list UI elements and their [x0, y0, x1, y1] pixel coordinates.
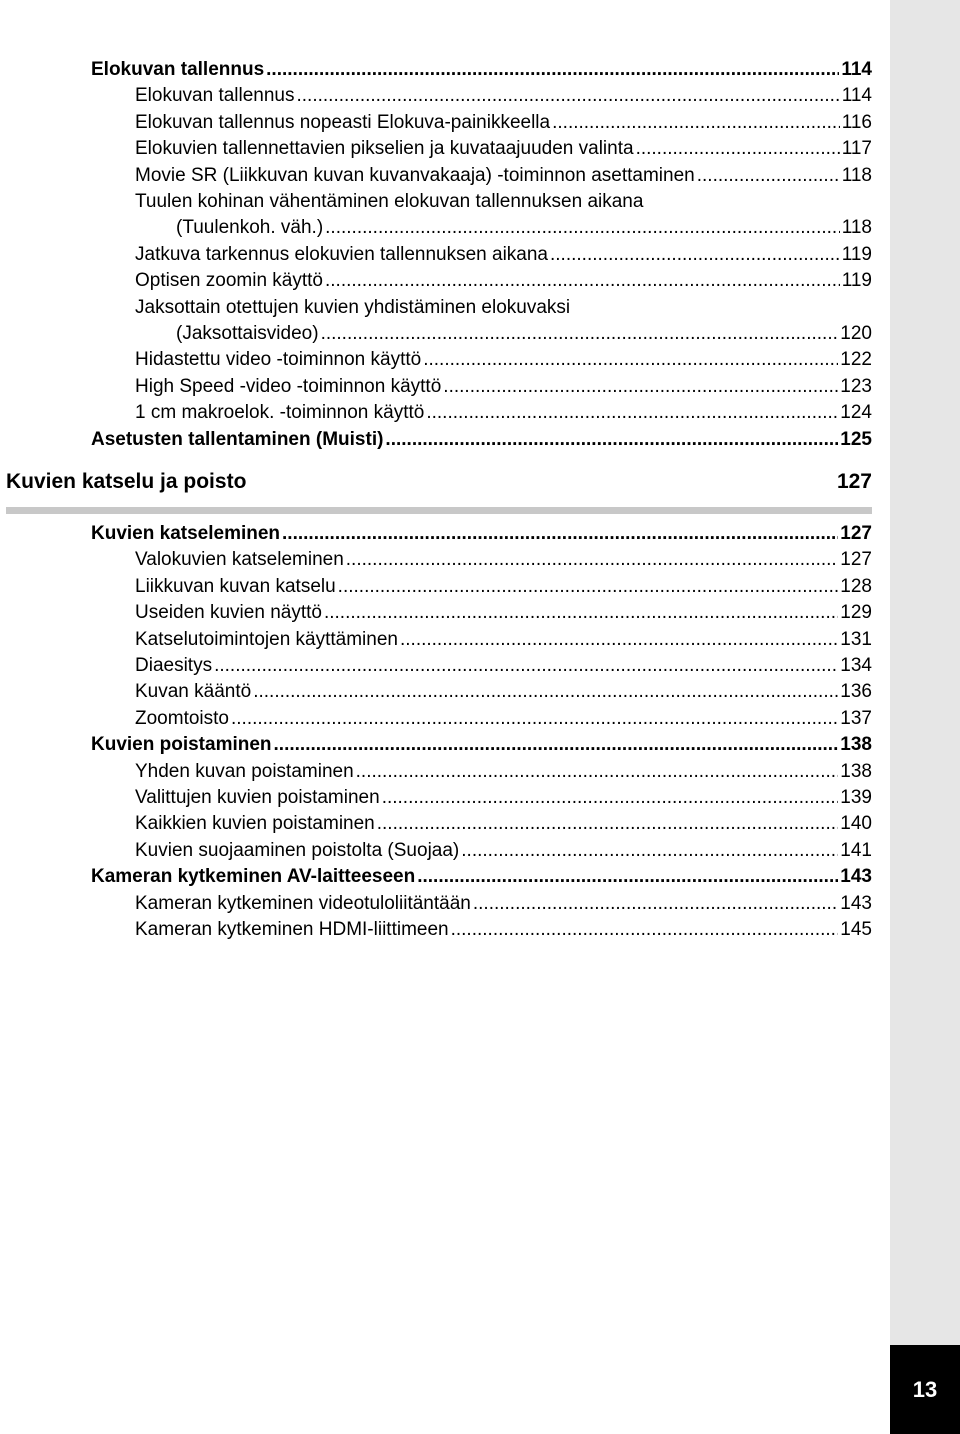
toc-leader-dots	[325, 215, 840, 241]
toc-entry[interactable]	[176, 321, 872, 347]
toc-entry-label: High Speed -video -toiminnon käyttö	[135, 375, 442, 397]
toc-entry-page: 136	[840, 681, 872, 703]
toc-entry-label: Hidastettu video -toiminnon käyttö	[135, 349, 422, 371]
toc-entry-label: Kaikkien kuvien poistaminen	[135, 813, 375, 835]
toc-leader-dots	[253, 679, 838, 705]
toc-entry[interactable]	[135, 347, 872, 373]
toc-entry-page: 117	[841, 138, 872, 160]
toc-entry-label: Useiden kuvien näyttö	[135, 602, 322, 624]
toc-entry-label: Elokuvan tallennus nopeasti Elokuva-painikkeella	[135, 111, 551, 133]
toc-leader-dots	[214, 653, 838, 679]
toc-leader-dots	[426, 400, 838, 426]
toc-leader-dots	[417, 864, 838, 890]
toc-entry-label: Zoomtoisto	[135, 707, 229, 729]
toc-chapter-entry[interactable]	[91, 57, 872, 83]
section-page: 127	[836, 470, 872, 493]
toc-entry-page: 143	[840, 866, 872, 888]
toc-entry-label: Kuvien poistaminen	[91, 734, 272, 756]
toc-entry[interactable]	[135, 600, 872, 626]
toc-entry-label: Liikkuvan kuvan katselu	[135, 575, 336, 597]
toc-entry-page: 127	[840, 523, 872, 544]
page-number: 13	[912, 1376, 938, 1402]
toc-leader-dots	[266, 57, 839, 83]
toc-leader-dots	[400, 627, 838, 653]
toc-entry[interactable]	[135, 891, 872, 917]
toc-entry-page: 124	[840, 402, 872, 424]
toc-leader-dots	[282, 521, 838, 547]
toc-entry-page: 128	[840, 575, 872, 597]
toc-entry-label: Kuvien suojaaminen poistolta (Suojaa)	[135, 839, 460, 861]
toc-leader-dots	[231, 706, 838, 732]
toc-entry-page: 114	[841, 85, 872, 107]
toc-entry-label: Kuvan kääntö	[135, 681, 252, 703]
toc-leader-dots	[297, 83, 840, 109]
toc-chapter-entry[interactable]	[91, 521, 872, 547]
toc-entry-label: Kameran kytkeminen AV-laitteeseen	[91, 866, 416, 888]
toc-entry-label: Jatkuva tarkennus elokuvien tallennuksen aikana	[135, 243, 548, 265]
toc-chapter-entry[interactable]	[91, 864, 872, 890]
toc-entry-label: Diaesitys	[135, 655, 213, 676]
toc-entry-page: 118	[841, 164, 872, 186]
toc-entry-label: Kuvien katseleminen	[91, 523, 281, 544]
toc-leader-dots	[423, 347, 838, 373]
toc-entry-label: Elokuvien tallennettavien pikselien ja kuvataajuuden valinta	[135, 138, 634, 160]
toc-entry[interactable]	[176, 215, 872, 241]
toc-leader-dots	[382, 785, 839, 811]
toc-entry-page: 134	[840, 655, 872, 676]
toc-entry-label: Movie SR (Liikkuvan kuvan kuvanvakaaja) -toiminnon asettaminen	[135, 164, 695, 186]
toc-entry[interactable]	[135, 268, 872, 294]
toc-entry[interactable]	[135, 917, 872, 943]
toc-entry[interactable]	[135, 547, 872, 573]
toc-leader-dots	[461, 838, 838, 864]
toc-entry-page: 114	[841, 59, 872, 80]
toc-leader-dots	[338, 574, 839, 600]
toc-entry-page: 118	[841, 217, 872, 239]
toc-entry-label: Yhden kuvan poistaminen	[135, 760, 354, 782]
toc-leader-dots	[697, 163, 840, 189]
toc-entry[interactable]	[135, 653, 872, 679]
toc-entry-page: 138	[840, 734, 872, 756]
toc-leader-dots	[324, 600, 838, 626]
toc-entry[interactable]	[135, 574, 872, 600]
toc-entry[interactable]	[135, 136, 872, 162]
toc-entry-label: 1 cm makroelok. -toiminnon käyttö	[135, 402, 425, 424]
sidebar-strip	[890, 0, 960, 1434]
toc-entry[interactable]	[135, 838, 872, 864]
toc-entry-label: Jaksottain otettujen kuvien yhdistäminen elokuvaksi	[135, 296, 571, 318]
toc-entry-label: Optisen zoomin käyttö	[135, 270, 323, 292]
toc-entry-label: Asetusten tallentaminen (Muisti)	[91, 428, 384, 450]
toc-chapter-entry[interactable]	[91, 427, 872, 453]
toc-entry[interactable]	[135, 163, 872, 189]
toc-entry[interactable]	[135, 242, 872, 268]
toc-entry-page: 122	[840, 349, 872, 371]
toc-entry-page: 139	[840, 787, 872, 808]
toc-entry-page: 123	[840, 375, 872, 397]
toc-entry[interactable]	[135, 759, 872, 785]
toc-entry[interactable]	[135, 110, 872, 136]
toc-entry-page: 125	[840, 428, 872, 450]
toc-leader-dots	[377, 811, 839, 837]
toc-entry-page: 140	[840, 813, 872, 835]
toc-entry-page: 127	[840, 549, 872, 571]
section-divider	[6, 507, 872, 514]
toc-entry-label: Katselutoimintojen käyttäminen	[135, 628, 398, 650]
toc-entry-page: 137	[840, 707, 872, 729]
toc-entry[interactable]	[135, 627, 872, 653]
toc-leader-dots	[550, 242, 840, 268]
toc-entry[interactable]	[135, 374, 872, 400]
toc-entry[interactable]	[135, 295, 872, 321]
toc-entry-label: Elokuvan tallennus	[135, 85, 295, 107]
toc-leader-dots	[552, 110, 840, 136]
toc-entry[interactable]	[135, 785, 872, 811]
toc-entry-page: 129	[840, 602, 872, 624]
toc-leader-dots	[443, 374, 838, 400]
toc-entry-page: 120	[840, 323, 872, 344]
toc-entry[interactable]	[135, 83, 872, 109]
toc-entry-page: 141	[840, 839, 872, 861]
toc-leader-dots	[325, 268, 840, 294]
toc-leader-dots	[321, 321, 839, 347]
toc-entry[interactable]	[135, 400, 872, 426]
page-number-box	[890, 1345, 960, 1434]
toc-entry-label: (Jaksottaisvideo)	[176, 323, 319, 344]
toc-entry-page: 143	[840, 892, 872, 914]
section-header[interactable]	[6, 468, 872, 496]
toc-entry-label: Tuulen kohinan vähentäminen elokuvan tallennuksen aikana	[135, 191, 644, 212]
toc-chapter-entry[interactable]	[91, 732, 872, 758]
toc-leader-dots	[473, 891, 838, 917]
toc-leader-dots	[346, 547, 839, 573]
toc-entry[interactable]	[135, 706, 872, 732]
toc-leader-dots	[274, 732, 839, 758]
toc-entry-label: Valittujen kuvien poistaminen	[135, 787, 380, 808]
toc-entry-label: Valokuvien katseleminen	[135, 549, 344, 571]
toc-entry-label: Kameran kytkeminen videotuloliitäntään	[135, 892, 471, 914]
toc-entry[interactable]	[135, 811, 872, 837]
toc-leader-dots	[636, 136, 840, 162]
toc-entry-page: 145	[840, 919, 872, 940]
toc-entry-label: (Tuulenkoh. väh.)	[176, 217, 324, 239]
section-title: Kuvien katselu ja poisto	[6, 470, 247, 493]
toc-leader-dots	[356, 759, 839, 785]
toc-entry-page: 131	[840, 628, 872, 650]
toc-entry-label: Elokuvan tallennus	[91, 59, 265, 80]
toc-entry-page: 116	[841, 111, 872, 133]
toc-entry[interactable]	[135, 679, 872, 705]
toc-leader-dots	[385, 427, 838, 453]
toc-leader-dots	[451, 917, 839, 943]
toc-entry-page: 119	[841, 270, 872, 292]
toc-entry[interactable]	[135, 189, 872, 215]
toc-entry-page: 138	[840, 760, 872, 782]
toc-entry-page: 119	[841, 243, 872, 265]
toc-entry-label: Kameran kytkeminen HDMI-liittimeen	[135, 919, 449, 940]
